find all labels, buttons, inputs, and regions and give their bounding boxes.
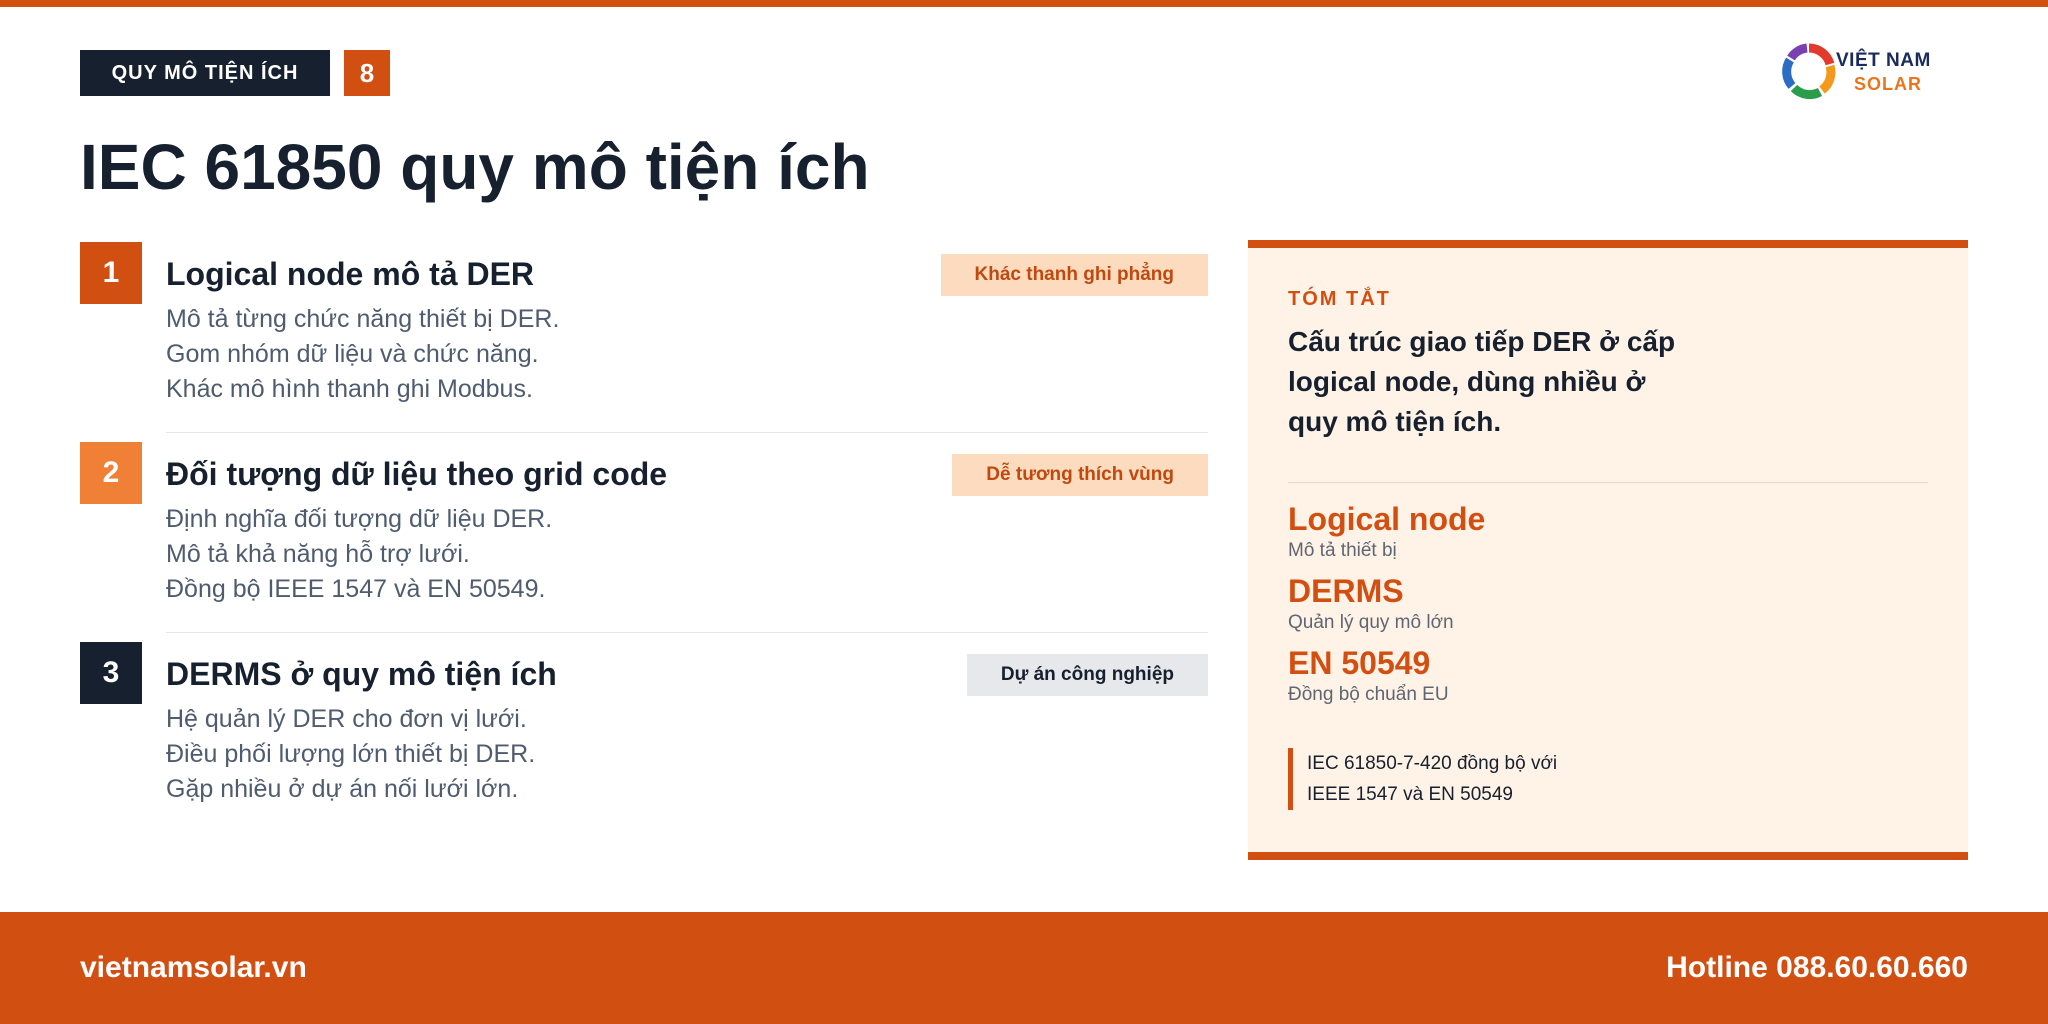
item-line: Điều phối lượng lớn thiết bị DER. [166, 740, 536, 768]
summary-lead-line: logical node, dùng nhiều ở [1288, 366, 1646, 397]
summary-kicker: TÓM TẮT [1288, 288, 1391, 310]
item-divider [166, 632, 1208, 633]
item-line: Định nghĩa đối tượng dữ liệu DER. [166, 505, 553, 533]
page-title: IEC 61850 quy mô tiện ích [80, 131, 870, 203]
summary-stat [1288, 644, 1449, 708]
item-line: Mô tả từng chức năng thiết bị DER. [166, 305, 560, 333]
stat-label: Quản lý quy mô lớn [1288, 612, 1454, 633]
item-line: Đồng bộ IEEE 1547 và EN 50549. [166, 575, 546, 603]
summary-panel [1248, 240, 1968, 860]
hotline-text: Hotline 088.60.60.660 [1666, 951, 1968, 984]
item-heading: DERMS ở quy mô tiện ích [166, 656, 557, 692]
item-number: 3 [80, 642, 142, 704]
summary-lead-line: Cấu trúc giao tiếp DER ở cấp [1288, 326, 1676, 357]
item-description [166, 702, 535, 807]
item-number: 2 [80, 442, 142, 504]
item-badge: Khác thanh ghi phẳng [941, 254, 1209, 296]
item-line: Gặp nhiều ở dự án nối lưới lớn. [166, 775, 519, 803]
item-heading: Logical node mô tả DER [166, 256, 535, 292]
item-line: Gom nhóm dữ liệu và chức năng. [166, 340, 539, 368]
brand-logo [1782, 42, 1952, 104]
item-badge: Dự án công nghiệp [967, 654, 1208, 696]
item-number: 1 [80, 242, 142, 304]
stat-value: EN 50549 [1288, 645, 1431, 681]
footer-bar [0, 912, 2048, 1024]
item-line: Khác mô hình thanh ghi Modbus. [166, 375, 533, 403]
summary-lead [1288, 322, 1718, 442]
section-tag [80, 50, 390, 96]
item-badge: Dễ tương thích vùng [952, 454, 1208, 496]
summary-lead-line: quy mô tiện ích. [1288, 406, 1502, 437]
summary-stat [1288, 500, 1485, 564]
section-number: 8 [344, 50, 390, 96]
item-divider [166, 432, 1208, 433]
stat-value: DERMS [1288, 573, 1404, 609]
summary-note [1288, 748, 1557, 810]
top-accent-bar [0, 0, 2048, 7]
item-description [166, 302, 559, 407]
logo-text-primary: VIỆT NAM [1836, 50, 1931, 71]
item-description [166, 502, 552, 607]
summary-divider [1288, 482, 1928, 483]
stat-label: Mô tả thiết bị [1288, 540, 1397, 561]
note-line: IEEE 1547 và EN 50549 [1307, 784, 1513, 805]
section-label: QUY MÔ TIỆN ÍCH [80, 50, 330, 96]
item-line: Mô tả khả năng hỗ trợ lưới. [166, 540, 470, 568]
website-link[interactable]: vietnamsolar.vn [80, 951, 307, 984]
item-heading: Đối tượng dữ liệu theo grid code [166, 456, 668, 492]
logo-text-secondary: SOLAR [1854, 74, 1922, 94]
note-line: IEC 61850-7-420 đồng bộ với [1307, 753, 1558, 774]
item-line: Hệ quản lý DER cho đơn vị lưới. [166, 705, 527, 733]
stat-value: Logical node [1288, 501, 1486, 537]
summary-stat [1288, 572, 1454, 636]
stat-label: Đồng bộ chuẩn EU [1288, 684, 1449, 705]
solar-ring-icon [1782, 42, 1836, 102]
